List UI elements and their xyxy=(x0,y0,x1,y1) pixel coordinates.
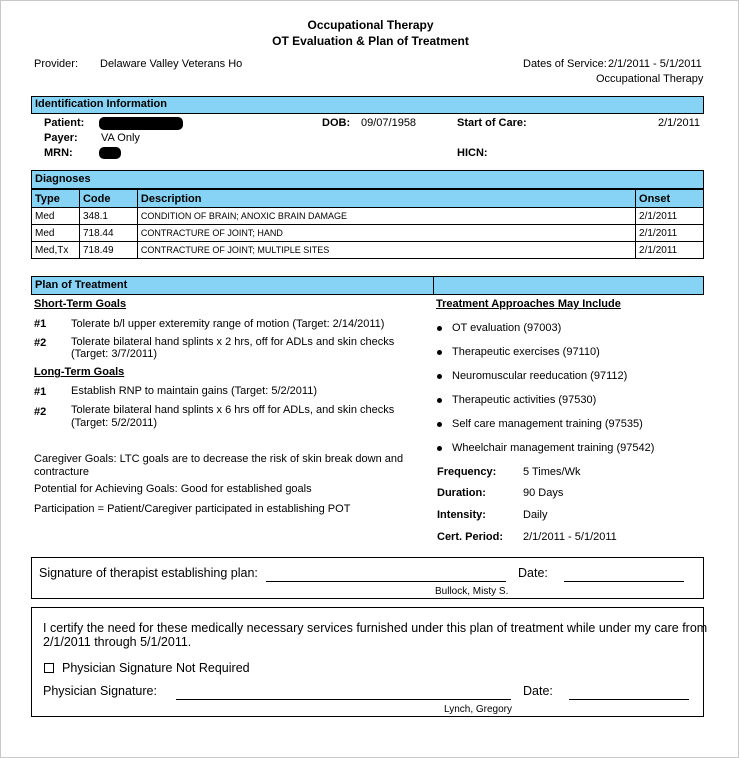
caregiver-goals: Caregiver Goals: LTC goals are to decrease the risk of skin break down and xyxy=(34,453,404,465)
duration-label: Duration: xyxy=(437,487,486,499)
dx-onset: 2/1/2011 xyxy=(636,225,704,242)
bullet-icon xyxy=(437,350,442,355)
payer-label: Payer: xyxy=(44,132,78,144)
diagnoses-title: Diagnoses xyxy=(35,173,91,185)
hicn-label: HICN: xyxy=(457,147,488,159)
mrn-redacted xyxy=(99,147,121,159)
column-header: Onset xyxy=(636,190,704,208)
start-of-care-label: Start of Care: xyxy=(457,117,527,129)
column-header: Description xyxy=(137,190,635,208)
goal-number: #2 xyxy=(34,406,47,418)
dx-description: CONTRACTURE OF JOINT; HAND xyxy=(137,225,635,242)
dx-type: Med,Tx xyxy=(32,242,80,259)
therapist-name: Bullock, Misty S. xyxy=(435,586,509,597)
dx-code: 718.49 xyxy=(79,242,137,259)
approach-item: Therapeutic activities (97530) xyxy=(452,394,597,406)
diagnoses-section-header xyxy=(31,170,704,189)
dates-of-service-label: Dates of Service: xyxy=(523,58,607,70)
cert-period-label: Cert. Period: xyxy=(437,531,504,543)
signature-not-required-label: Physician Signature Not Required xyxy=(62,661,250,675)
plan-section-header xyxy=(31,276,435,295)
dx-type: Med xyxy=(32,225,80,242)
provider-label: Provider: xyxy=(34,58,79,70)
frequency-label: Frequency: xyxy=(437,466,497,478)
dx-onset: 2/1/2011 xyxy=(636,242,704,259)
potential-for-goals: Potential for Achieving Goals: Good for established goals xyxy=(34,483,312,495)
therapist-date-label: Date: xyxy=(518,566,548,580)
approach-item: Therapeutic exercises (97110) xyxy=(452,346,600,358)
dx-description: CONTRACTURE OF JOINT; MULTIPLE SITES xyxy=(137,242,635,259)
dates-of-service-value: 2/1/2011 - 5/1/2011 xyxy=(608,58,702,70)
dx-description: CONDITION OF BRAIN; ANOXIC BRAIN DAMAGE xyxy=(137,208,635,225)
approach-item: OT evaluation (97003) xyxy=(452,322,562,334)
dx-code: 718.44 xyxy=(79,225,137,242)
plan-title: Plan of Treatment xyxy=(35,279,128,291)
caregiver-goals-continued: contracture xyxy=(34,466,90,478)
dx-type: Med xyxy=(32,208,80,225)
goal-number: #1 xyxy=(34,386,47,398)
treatment-approaches-heading: Treatment Approaches May Include xyxy=(436,298,621,310)
short-term-goals-heading: Short-Term Goals xyxy=(34,298,127,310)
approach-item: Self care management training (97535) xyxy=(452,418,643,430)
goal-text-continued: (Target: 3/7/2011) xyxy=(71,348,158,360)
table-row xyxy=(32,242,704,259)
goal-text: Tolerate bilateral hand splints x 2 hrs, off for ADLs and skin checks xyxy=(71,336,395,348)
certification-statement-continued: 2/1/2011 through 5/1/2011. xyxy=(43,635,192,649)
dx-code: 348.1 xyxy=(79,208,137,225)
patient-label: Patient: xyxy=(44,117,85,129)
column-header: Type xyxy=(32,190,80,208)
cert-period-value: 2/1/2011 - 5/1/2011 xyxy=(523,531,617,543)
physician-name: Lynch, Gregory xyxy=(444,704,512,715)
start-of-care-value: 2/1/2011 xyxy=(658,117,701,129)
goal-number: #1 xyxy=(34,318,47,330)
patient-name-redacted xyxy=(99,117,183,130)
certification-statement: I certify the need for these medically necessary services furnished under this plan of treatment while under my care from xyxy=(43,621,708,635)
approach-item: Wheelchair management training (97542) xyxy=(452,442,655,454)
payer-value: VA Only xyxy=(101,132,140,144)
goal-text: Tolerate b/l upper exteremity range of motion (Target: 2/14/2011) xyxy=(71,318,385,330)
bullet-icon xyxy=(437,446,442,451)
provider-value: Delaware Valley Veterans Ho xyxy=(100,58,243,70)
participation: Participation = Patient/Caregiver participated in establishing POT xyxy=(34,503,351,515)
approach-item: Neuromuscular reeducation (97112) xyxy=(452,370,628,382)
long-term-goals-heading: Long-Term Goals xyxy=(34,366,125,378)
mrn-label: MRN: xyxy=(44,147,73,159)
goal-text: Establish RNP to maintain gains (Target: 5/2/2011) xyxy=(71,385,318,397)
bullet-icon xyxy=(437,422,442,427)
frequency-value: 5 Times/Wk xyxy=(523,466,581,478)
intensity-label: Intensity: xyxy=(437,509,486,521)
goal-text: Tolerate bilateral hand splints x 6 hrs off for ADLs, and skin checks xyxy=(71,404,395,416)
physician-date-line[interactable] xyxy=(569,699,689,700)
dx-onset: 2/1/2011 xyxy=(636,208,704,225)
therapist-date-line[interactable] xyxy=(564,581,684,582)
physician-signature-label: Physician Signature: xyxy=(43,684,157,698)
table-row xyxy=(32,225,704,242)
goal-text-continued: (Target: 5/2/2011) xyxy=(71,417,158,429)
bullet-icon xyxy=(437,326,442,331)
document-subtitle: OT Evaluation & Plan of Treatment xyxy=(272,34,469,48)
goal-number: #2 xyxy=(34,337,47,349)
duration-value: 90 Days xyxy=(523,487,564,499)
column-header: Code xyxy=(79,190,137,208)
bullet-icon xyxy=(437,374,442,379)
table-row xyxy=(32,208,704,225)
diagnoses-table xyxy=(31,189,704,259)
physician-signature-line[interactable] xyxy=(176,699,511,700)
therapist-signature-label: Signature of therapist establishing plan: xyxy=(39,566,258,580)
intensity-value: Daily xyxy=(523,509,548,521)
identification-title: Identification Information xyxy=(35,98,167,110)
therapist-signature-line[interactable] xyxy=(266,581,506,582)
bullet-icon xyxy=(437,398,442,403)
dob-value: 09/07/1958 xyxy=(361,117,417,129)
plan-section-header-right xyxy=(433,276,704,295)
diagnoses-header-row xyxy=(32,190,704,208)
discipline: Occupational Therapy xyxy=(596,73,704,85)
signature-not-required-checkbox[interactable] xyxy=(44,663,54,673)
physician-date-label: Date: xyxy=(523,684,553,698)
dob-label: DOB: xyxy=(322,117,351,129)
document-title: Occupational Therapy xyxy=(307,18,434,32)
identification-section-header xyxy=(31,96,704,114)
